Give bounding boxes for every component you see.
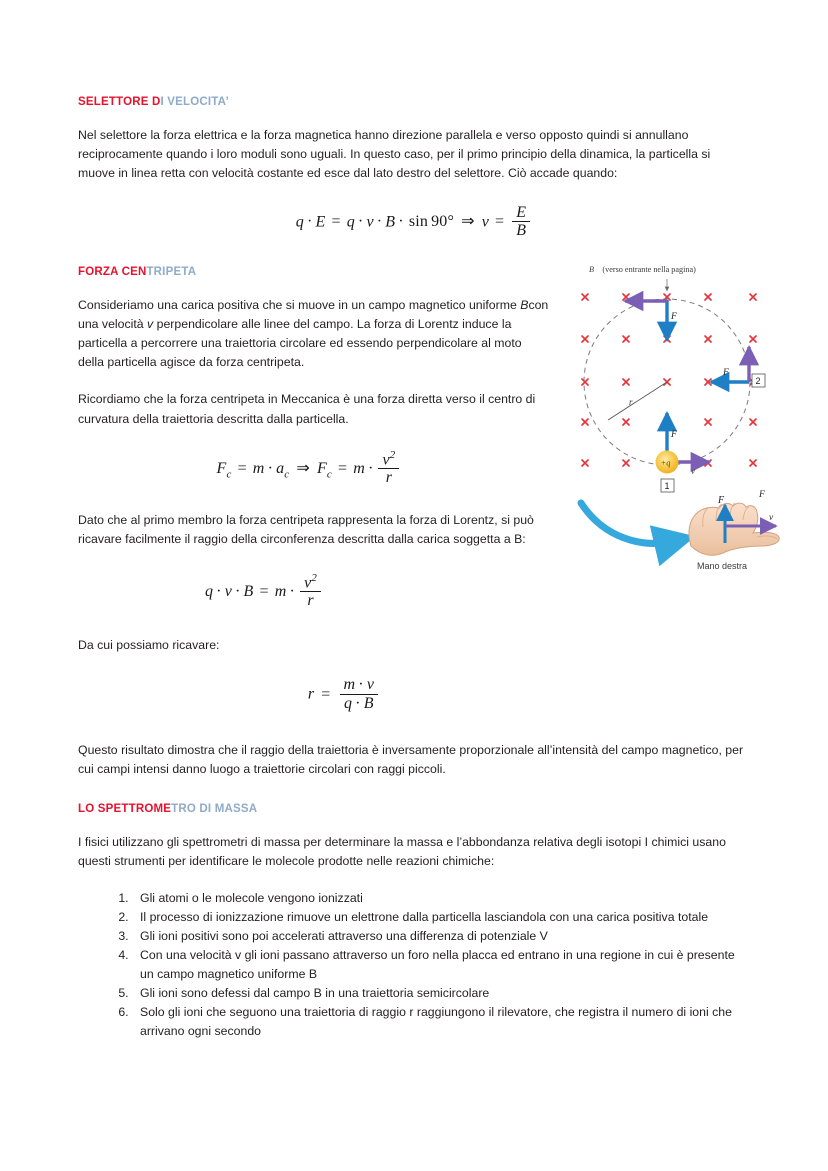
list-item: 5. Gli ioni sono defessi dal campo B in una traiettoria semicircolare [132,984,750,1003]
symbol-B: B [520,298,529,313]
eq3-fraction [300,573,321,610]
eq2-frac-den: r [378,468,399,486]
eq3-frac-num [300,573,321,592]
figure-label-v-bottom: v⃗ [691,466,702,476]
curved-pointer-arrow [581,503,675,543]
para-text-c: con una velocità [78,298,549,332]
eq2-sub-c3: c [326,467,332,480]
eq2-frac-num [378,450,399,469]
radius-line [608,382,667,420]
equation-radius-final [78,677,750,713]
eq3-num-v: v [304,573,312,591]
eq3-num-exp: 2 [311,571,318,584]
para-text-a: Consideriamo una carica positiva che si muove in un campo magnetico uniforme [78,298,521,313]
eq2-dot-1: · [267,459,274,477]
eq1-sin: sin [408,213,429,231]
eq1-dot-2: · [357,213,364,231]
eq4-den-dot: · [355,694,361,712]
hand-label-F: F⃗ [718,495,732,506]
paragraph-forza-centripeta-2: Ricordiamo che la forza centripeta in Meccanica è una forza diretta verso il centro di curvatura della traiettoria descritta dalla particella. [78,392,536,426]
magnetic-field-x-markers [582,294,756,466]
list-item: 1. Gli atomi o le molecole vengono ionizzati [132,889,750,908]
heading-part-blue: TRIPETA [146,266,197,279]
para-text-e: perpendicolare alle linee del campo. La forza di Lorentz induce la particella a percorrere una traiettoria circolare ed essendo perpendicolare al moto della particella agisce da forza centripeta. [78,317,522,370]
paragraph-forza-centripeta-4: Da cui possiamo ricavare: [78,638,220,653]
paragraph-forza-centripeta-1 [78,296,550,372]
eq1-B: B [385,213,396,231]
heading-part-red: LO SPETTROME [78,803,172,816]
eq4-equals: = [321,685,331,703]
eq2-equals-2: = [337,459,348,477]
eq1-fraction [512,204,530,240]
figure-label-F-bottom: F⃗ [671,430,685,440]
paragraph-spettrometro: I fisici utilizzano gli spettrometri di massa per determinare la massa e l’abbondanza relativa degli isotopi I chimici usano questi strumenti per identificare le molecole prodotte nelle reazioni chimiche: [78,834,726,868]
eq1-result-v: v [481,213,490,231]
figure-marker-2: 2 [755,376,761,386]
eq2-fraction [378,450,399,487]
hand-label-v: v⃗ [769,513,781,523]
paragraph-selettore: Nel selettore la forza elettrica e la forza magnetica hanno direzione parallela e verso opposto quindi si annullano reciprocamente quando i loro moduli sono uguali. In questo caso, per il primo principio della dinamica, la particella si muove in linea retta con velocità costante ed esce dal lato destro del selettore. Ciò accade quando: [78,127,711,180]
heading-part-red: FORZA CEN [78,266,147,279]
eq1-dot-3: · [376,213,383,231]
heading-selettore-di-velocita [78,96,750,110]
figure-label-B-vector: B⃗ [589,265,601,274]
heading-spettrometro-di-massa [78,803,750,817]
eq3-dot-1: · [216,582,222,600]
eq1-v: v [366,213,374,231]
figure-label-charge: +q [660,457,671,468]
figure-marker-1: 1 [664,481,670,491]
eq4-num-m: m [343,676,356,694]
paragraph-forza-centripeta-5: Questo risultato dimostra che il raggio della traiettoria è inversamente proporzionale all’intensità del campo magnetico, per cui campi intensi danno luogo a traiettorie circolari con raggi piccoli. [78,742,744,776]
eq1-equals-2: = [495,213,505,231]
eq1-frac-num: E [516,203,527,221]
eq2-F2: F [316,459,327,477]
figure-circular-motion [563,265,821,580]
eq3-q: q [204,582,214,600]
eq2-implies: ⇒ [296,459,310,477]
symbol-v: v [147,317,154,332]
figure-caption-text: (verso entrante nella pagina) [602,265,696,274]
eq4-r: r [307,685,315,703]
eq2-sub-c: c [226,467,232,480]
heading-part-red: SELETTORE D [78,96,161,108]
eq1-frac-den: B [512,221,530,239]
equation-velocity-selector [78,205,750,241]
figure-label-F-stray: F⃗ [759,490,773,500]
eq3-equals: = [259,582,269,600]
eq1-E: E [315,213,326,231]
list-item: 3. Gli ioni positivi sono poi accelerati attraverso una differenza di potenziale V [132,927,750,946]
paragraph-forza-centripeta-3: Dato che al primo membro la forza centripeta rappresenta la forza di Lorentz, si può ricavare facilmente il raggio della circonferenza descritta dalla carica soggetta a B: [78,513,534,547]
eq2-m2: m [353,459,365,477]
eq4-den-q: q [343,694,353,712]
spectrometer-steps-list [78,889,750,1041]
eq1-q2: q [346,213,355,231]
figure-label-r: r [629,397,633,407]
eq4-den-B: B [363,694,374,712]
eq2-dot-2: · [367,459,374,477]
eq3-dot-2: · [235,582,241,600]
eq2-sub-c2: c [284,467,290,480]
figure-label-F-right: F⃗ [723,368,737,378]
eq2-num-v: v [382,450,390,468]
hand-caption: Mano destra [697,561,748,571]
eq2-equals: = [237,459,247,477]
heading-part-blue: TRO DI MASSA [171,803,258,816]
eq1-angle: 90° [431,213,455,231]
eq2-a: a [276,459,285,477]
figure-svg [563,265,821,580]
eq3-frac-den: r [300,591,321,609]
heading-part-blue: I VELOCITA’ [160,96,229,108]
eq1-dot-1: · [306,213,313,231]
eq4-num-v: v [366,676,375,694]
eq4-num-dot: · [358,676,364,694]
eq4-frac-den [340,694,379,712]
eq4-fraction [340,676,379,712]
list-item: 2. Il processo di ionizzazione rimuove un elettrone dalla particella lasciandola con una carica positiva totale [132,908,750,927]
eq1-q: q [295,213,304,231]
eq2-num-exp: 2 [389,448,396,461]
eq1-dot-4: · [398,213,404,231]
eq1-implies: ⇒ [461,213,475,231]
right-hand-illustration [689,503,779,555]
list-item: 4. Con una velocità v gli ioni passano attraverso un foro nella placca ed entrano in una regione in cui è presente un campo magnetico uniforme B [132,946,750,984]
eq3-m: m [274,582,287,600]
eq4-frac-num [340,676,379,693]
list-item: 6. Solo gli ioni che seguono una traiettoria di raggio r raggiungono il rilevatore, che registra il numero di ioni che arrivano ogni secondo [132,1003,750,1041]
eq3-B: B [243,582,254,600]
eq2-m: m [252,459,265,477]
eq2-F: F [216,459,227,477]
eq3-v: v [224,582,233,600]
figure-label-F-top: F⃗ [671,312,685,322]
eq3-dot-3: · [289,582,296,600]
eq1-equals: = [331,213,341,231]
